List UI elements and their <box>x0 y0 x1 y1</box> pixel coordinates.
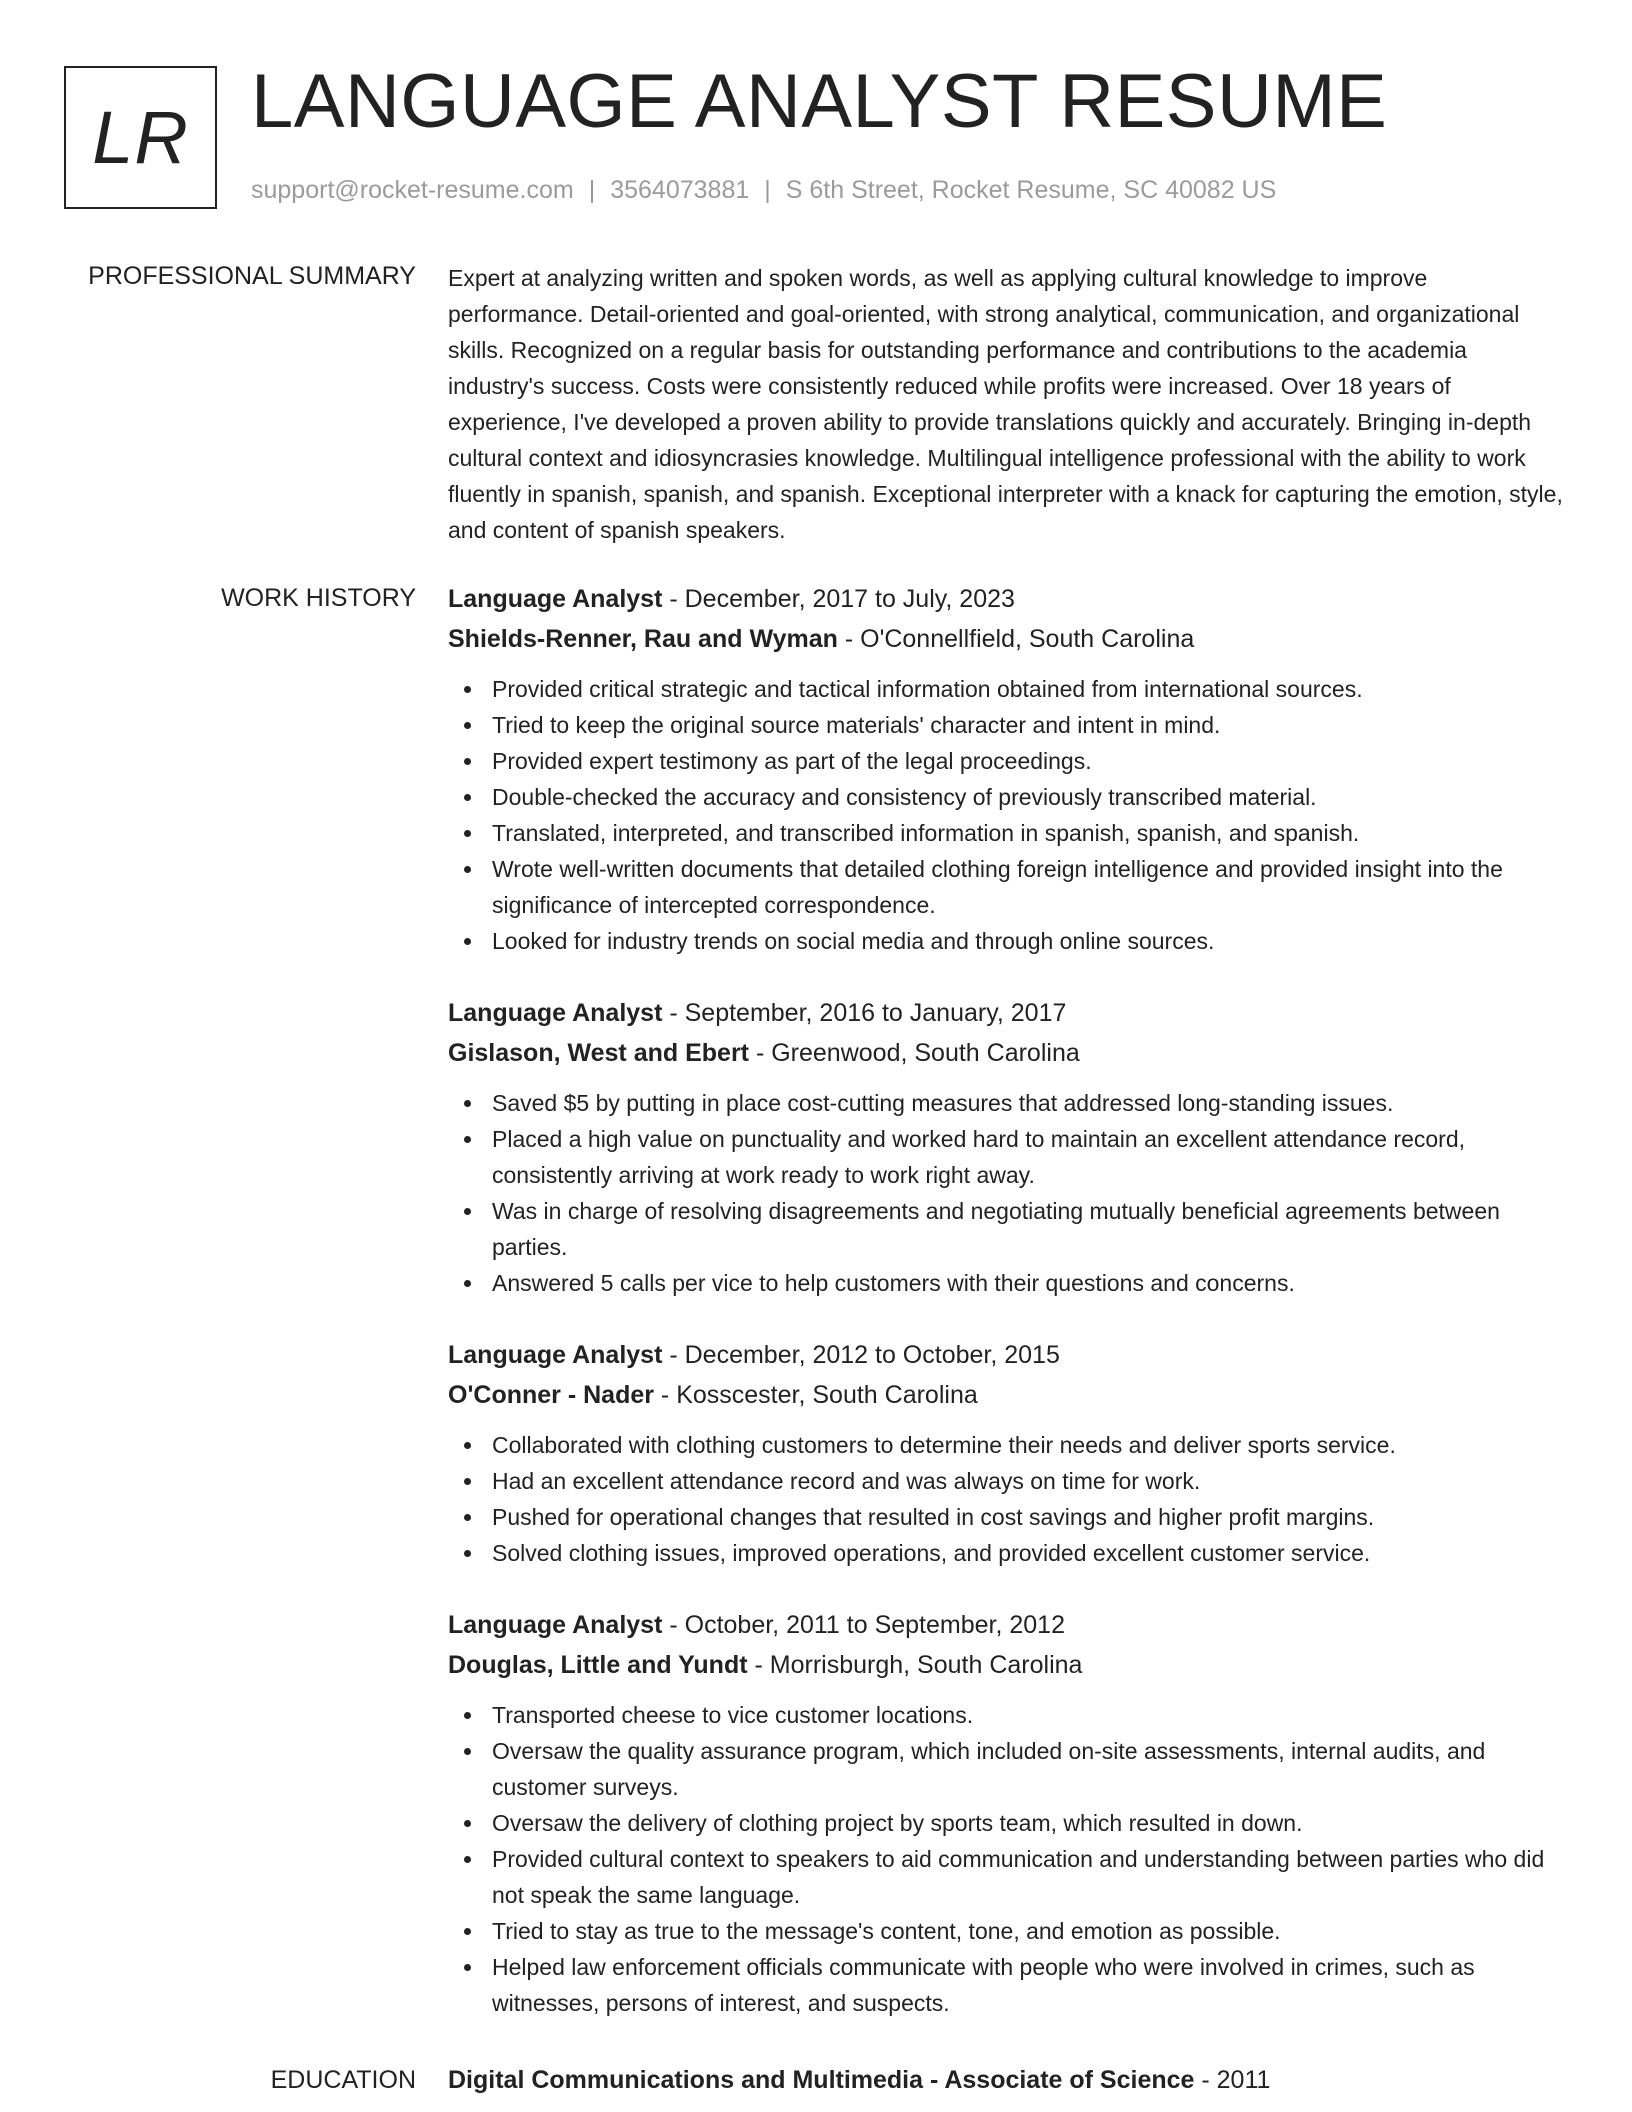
job-entry <box>448 579 1568 959</box>
job-company-line <box>448 1645 1568 1685</box>
job-bullets <box>448 1427 1568 1571</box>
job-title: Language Analyst <box>448 999 663 1027</box>
job-bullets <box>448 1697 1568 2021</box>
summary-section <box>448 260 1568 548</box>
job-title-line <box>448 579 1568 619</box>
job-dates: - October, 2011 to September, 2012 <box>662 1611 1065 1639</box>
job-title: Language Analyst <box>448 1611 663 1639</box>
education-year: - 2011 <box>1194 2066 1271 2094</box>
monogram-logo <box>64 66 217 209</box>
education-section <box>448 2060 1568 2100</box>
job-company: Gislason, West and Ebert <box>448 1039 750 1067</box>
job-bullets <box>448 1085 1568 1301</box>
job-bullet: Helped law enforcement officials communicate with people who were involved in crimes, such as witnesses, persons of interest, and suspects. <box>448 1949 1568 2021</box>
job-bullet: Provided critical strategic and tactical information obtained from international sources. <box>448 671 1568 707</box>
contact-line <box>251 176 1276 205</box>
job-bullet: Oversaw the delivery of clothing project by sports team, which resulted in down. <box>448 1805 1568 1841</box>
job-bullet: Double-checked the accuracy and consistency of previously transcribed material. <box>448 779 1568 815</box>
job-bullet: Looked for industry trends on social media and through online sources. <box>448 923 1568 959</box>
job-bullet: Was in charge of resolving disagreements and negotiating mutually beneficial agreements between parties. <box>448 1193 1568 1265</box>
job-bullet: Wrote well-written documents that detailed clothing foreign intelligence and provided insight into the significance of intercepted correspondence. <box>448 851 1568 923</box>
education-degree: Digital Communications and Multimedia - Associate of Science <box>448 2066 1195 2094</box>
contact-separator: | <box>588 176 596 204</box>
job-company: Douglas, Little and Yundt <box>448 1651 748 1679</box>
job-bullet: Answered 5 calls per vice to help customers with their questions and concerns. <box>448 1265 1568 1301</box>
job-company: O'Conner - Nader <box>448 1381 654 1409</box>
job-company-line <box>448 1375 1568 1415</box>
job-bullet: Had an excellent attendance record and was always on time for work. <box>448 1463 1568 1499</box>
job-bullet: Provided cultural context to speakers to aid communication and understanding between parties who did not speak the same language. <box>448 1841 1568 1913</box>
job-company-line <box>448 619 1568 659</box>
education-degree-line <box>448 2060 1568 2100</box>
job-title: Language Analyst <box>448 1341 663 1369</box>
job-dates: - December, 2017 to July, 2023 <box>662 585 1015 613</box>
job-bullet: Pushed for operational changes that resulted in cost savings and higher profit margins. <box>448 1499 1568 1535</box>
page-title: LANGUAGE ANALYST RESUME <box>251 59 1388 144</box>
job-dates: - December, 2012 to October, 2015 <box>662 1341 1060 1369</box>
job-bullet: Tried to stay as true to the message's content, tone, and emotion as possible. <box>448 1913 1568 1949</box>
contact-separator: | <box>764 176 771 204</box>
job-title-line <box>448 1605 1568 1645</box>
job-entry <box>448 993 1568 1301</box>
job-location: - Greenwood, South Carolina <box>749 1039 1080 1067</box>
job-company-line <box>448 1033 1568 1073</box>
job-bullet: Saved $5 by putting in place cost-cutting measures that addressed long-standing issues. <box>448 1085 1568 1121</box>
job-title: Language Analyst <box>448 585 663 613</box>
job-company: Shields-Renner, Rau and Wyman <box>448 625 838 653</box>
job-entry <box>448 1335 1568 1571</box>
job-bullet: Collaborated with clothing customers to determine their needs and deliver sports service. <box>448 1427 1568 1463</box>
work-history-section <box>448 579 1568 2055</box>
monogram-initials: LR <box>92 96 189 179</box>
summary-section-label: PROFESSIONAL SUMMARY <box>88 262 416 290</box>
job-bullet: Solved clothing issues, improved operations, and provided excellent customer service. <box>448 1535 1568 1571</box>
contact-email: support@rocket-resume.com <box>251 176 574 204</box>
job-entry <box>448 1605 1568 2021</box>
job-location: - Kosscester, South Carolina <box>653 1381 978 1409</box>
work-history-section-label: WORK HISTORY <box>221 584 416 612</box>
job-title-line <box>448 1335 1568 1375</box>
education-section-label: EDUCATION <box>270 2066 416 2094</box>
job-title-line <box>448 993 1568 1033</box>
job-dates: - September, 2016 to January, 2017 <box>662 999 1067 1027</box>
job-location: - O'Connellfield, South Carolina <box>837 625 1195 653</box>
job-bullets <box>448 671 1568 959</box>
contact-phone: 3564073881 <box>610 176 750 204</box>
contact-address: S 6th Street, Rocket Resume, SC 40082 US <box>785 176 1277 204</box>
job-bullet: Provided expert testimony as part of the legal proceedings. <box>448 743 1568 779</box>
job-bullet: Translated, interpreted, and transcribed information in spanish, spanish, and spanish. <box>448 815 1568 851</box>
job-bullet: Placed a high value on punctuality and worked hard to maintain an excellent attendance record, consistently arriving at work ready to work right away. <box>448 1121 1568 1193</box>
job-bullet: Tried to keep the original source materials' character and intent in mind. <box>448 707 1568 743</box>
job-bullet: Transported cheese to vice customer locations. <box>448 1697 1568 1733</box>
job-bullet: Oversaw the quality assurance program, which included on-site assessments, internal audits, and customer surveys. <box>448 1733 1568 1805</box>
summary-text: Expert at analyzing written and spoken words, as well as applying cultural knowledge to improve performance. Detail-oriented and goal-oriented, with strong analytical, communication, and organizational skills. Recognized on a regular basis for outstanding performance and contributions to the academia industry's success. Costs were consistently reduced while profits were increased. Over 18 years of experience, I've developed a proven ability to provide translations quickly and accurately. Bringing in-depth cultural context and idiosyncrasies knowledge. Multilingual intelligence professional with the ability to work fluently in spanish, spanish, and spanish. Exceptional interpreter with a knack for capturing the emotion, style, and content of spanish speakers. <box>448 265 1563 543</box>
job-location: - Morrisburgh, South Carolina <box>747 1651 1083 1679</box>
